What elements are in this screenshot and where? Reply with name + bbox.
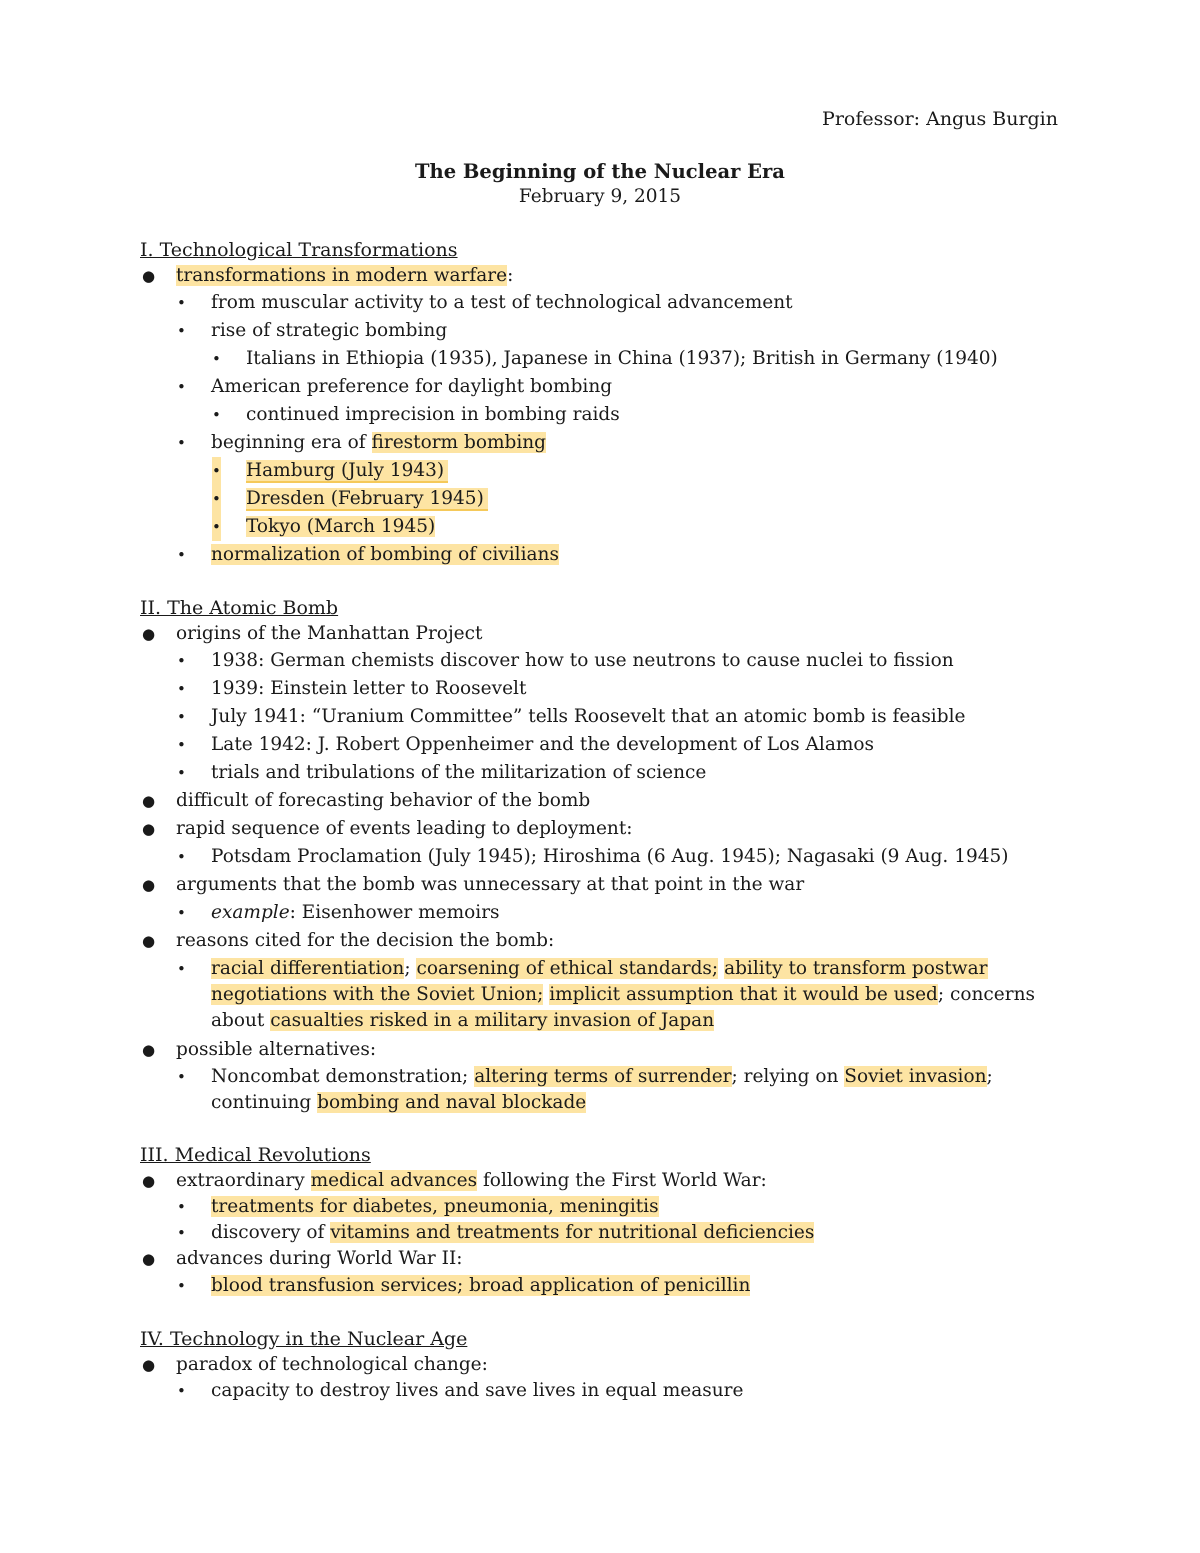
bullet-icon: ● [142, 1172, 156, 1190]
list-item: ● difficult of forecasting behavior of the bomb [140, 787, 1070, 815]
document-title: The Beginning of the Nuclear Era [415, 160, 785, 183]
list-item: ● advances during World War II: [140, 1246, 1070, 1272]
bullet-icon: • [177, 680, 186, 698]
list-item: • capacity to destroy lives and save lives in equal measure [140, 1378, 1070, 1404]
list-item: • trials and tribulations of the militarization of science [140, 759, 1070, 787]
list-item: • 1938: German chemists discover how to use neutrons to cause nuclei to fission [140, 647, 1070, 675]
bullet-icon: • [177, 708, 186, 726]
bullet-icon: • [177, 960, 186, 978]
bullet-icon: ● [142, 1250, 156, 1268]
bullet-icon: ● [142, 932, 156, 950]
bullet-icon: ● [142, 1041, 156, 1059]
bullet-icon: • [212, 457, 221, 485]
list-item: • Late 1942: J. Robert Oppenheimer and the development of Los Alamos [140, 731, 1070, 759]
professor-line: Professor: Angus Burgin [822, 108, 1058, 130]
list-item: • discovery of vitamins and treatments for nutritional deficiencies [140, 1220, 1070, 1246]
bullet-icon: ● [142, 1356, 156, 1374]
bullet-icon: • [177, 434, 186, 452]
bullet-icon: • [177, 736, 186, 754]
bullet-icon: • [177, 764, 186, 782]
list-item: • Dresden (February 1945) [140, 485, 1070, 513]
list-item: • rise of strategic bombing [140, 317, 1070, 345]
list-item: ● reasons cited for the decision the bomb: [140, 927, 1070, 955]
section-heading-3: III. Medical Revolutions [140, 1144, 371, 1166]
list-item: • racial differentiation; coarsening of ethical standards; ability to transform postwar negotiations with the Soviet Union; implicit assumption that it would be used; concerns about casualties risked in a military invasion of Japan [177, 958, 1035, 1031]
bullet-icon: • [177, 848, 186, 866]
list-item: • American preference for daylight bombing [140, 373, 1070, 401]
bullet-icon: • [212, 350, 221, 368]
list-item: • beginning era of firestorm bombing [140, 429, 1070, 457]
list-item: ● transformations in modern warfare: [140, 263, 1070, 289]
bullet-icon: • [212, 513, 221, 541]
bullet-icon: • [212, 485, 221, 513]
bullet-icon: • [177, 322, 186, 340]
list-item: • continued imprecision in bombing raids [140, 401, 1070, 429]
list-item: • Potsdam Proclamation (July 1945); Hiroshima (6 Aug. 1945); Nagasaki (9 Aug. 1945) [140, 843, 1070, 871]
list-item: • Noncombat demonstration; altering terms of surrender; relying on Soviet invasion; continuing bombing and naval blockade [177, 1066, 993, 1113]
list-item: • 1939: Einstein letter to Roosevelt [140, 675, 1070, 703]
bullet-icon: ● [142, 876, 156, 894]
bullet-icon: • [177, 546, 186, 564]
list-item: • Tokyo (March 1945) [140, 513, 1070, 541]
list-item: • Italians in Ethiopia (1935), Japanese in China (1937); British in Germany (1940) [140, 345, 1070, 373]
list-item: • blood transfusion services; broad application of penicillin [140, 1272, 1070, 1300]
list-item: ● paradox of technological change: [140, 1352, 1070, 1378]
outline [140, 237, 1070, 1404]
list-item: ● arguments that the bomb was unnecessary at that point in the war [140, 871, 1070, 899]
list-item: • example: Eisenhower memoirs [140, 899, 1070, 927]
list-item: • from muscular activity to a test of technological advancement [140, 289, 1070, 317]
bullet-icon: • [177, 1382, 186, 1400]
bullet-icon: • [177, 1198, 186, 1216]
list-item: • treatments for diabetes, pneumonia, meningitis [140, 1194, 1070, 1220]
list-item: • July 1941: “Uranium Committee” tells Roosevelt that an atomic bomb is feasible [140, 703, 1070, 731]
list-item: ● rapid sequence of events leading to deployment: [140, 815, 1070, 843]
bullet-icon: • [177, 294, 186, 312]
bullet-icon: • [177, 1224, 186, 1242]
list-item: ● extraordinary medical advances following the First World War: [140, 1168, 1070, 1194]
bullet-icon: • [212, 406, 221, 424]
bullet-icon: ● [142, 820, 156, 838]
bullet-icon: • [177, 904, 186, 922]
section-heading-4: IV. Technology in the Nuclear Age [140, 1328, 468, 1350]
bullet-icon: • [177, 1277, 186, 1295]
bullet-icon: • [177, 1068, 186, 1086]
bullet-icon: ● [142, 792, 156, 810]
bullet-icon: ● [142, 267, 156, 285]
bullet-icon: • [177, 378, 186, 396]
bullet-icon: • [177, 652, 186, 670]
section-heading-1: I. Technological Transformations [140, 239, 458, 261]
list-item: ● origins of the Manhattan Project [140, 621, 1070, 647]
section-heading-2: II. The Atomic Bomb [140, 597, 339, 619]
list-item: • Hamburg (July 1943) [140, 457, 1070, 485]
list-item: ● possible alternatives: [140, 1036, 1070, 1064]
list-item: • normalization of bombing of civilians [140, 541, 1070, 569]
document-date: February 9, 2015 [518, 186, 682, 207]
bullet-icon: ● [142, 625, 156, 643]
